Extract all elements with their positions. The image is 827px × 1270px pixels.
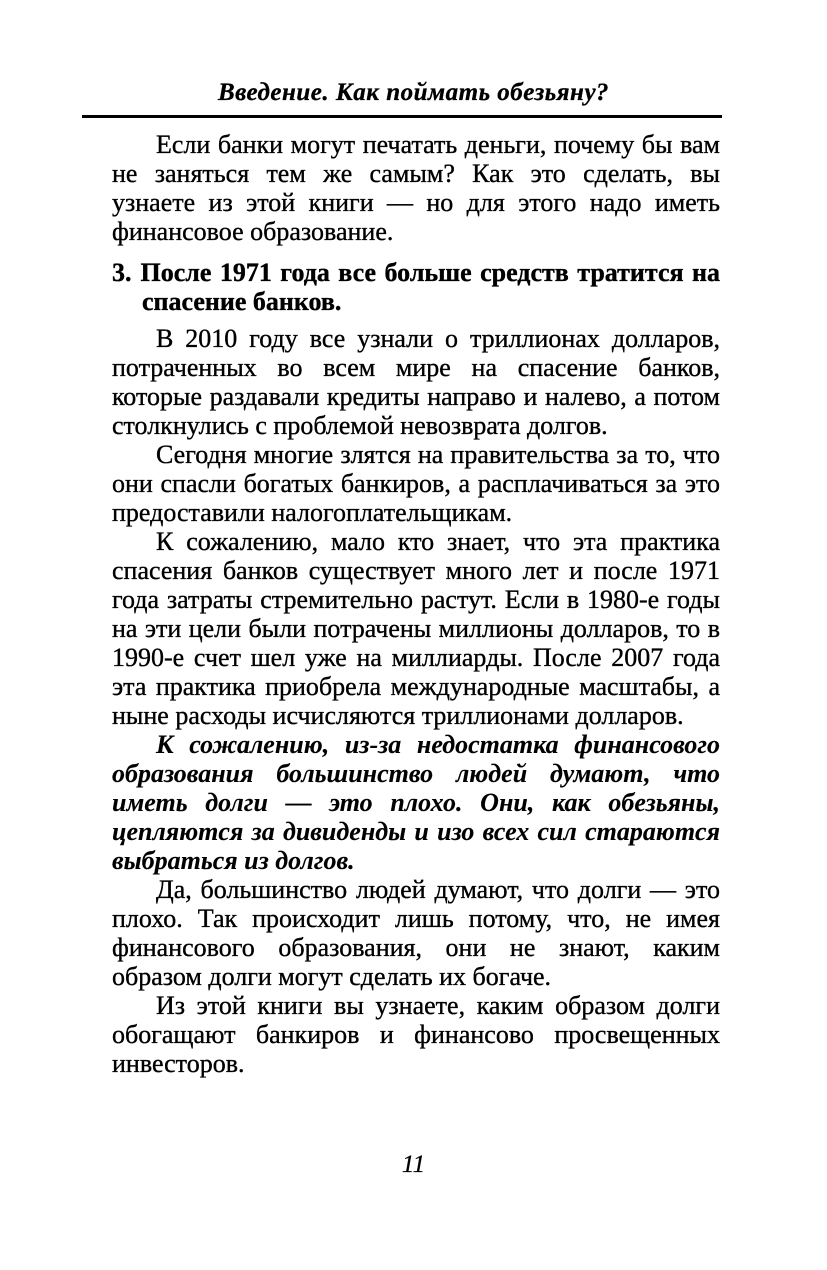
paragraph-italic-emphasis: К сожалению, из-за недостатка финансового образования большинство людей думают, что иметь долги — это плохо. Они, как обезьяны, цепляются за дивиденды и изо всех сил стараются выбраться из долгов. [112, 730, 720, 875]
paragraph-governments: Сегодня многие злятся на правительства за то, что они спасли богатых банкиров, а расплачиваться за это предоставили налогоплательщикам. [112, 440, 720, 527]
paragraph-bailout-history: К сожалению, мало кто знает, что эта практика спасения банков существует много лет и после 1971 года затраты стремительно растут. Если в 1980-е годы на эти цели были потрачены миллионы долларов, то в 1990-е счет шел уже на миллиарды. После 2007 года эта практика приобрела международные масштабы, а ныне расходы исчисляются триллионами долларов. [112, 527, 720, 730]
paragraph-2010: В 2010 году все узнали о триллионах долларов, потраченных во всем мире на спасение банков, которые раздавали кредиты направо и налево, а потом столкнулись с проблемой невозврата долгов. [112, 324, 720, 440]
section-title: После 1971 года все больше средств тратится на спасение банков. [140, 258, 720, 316]
paragraph-debt-opinion: Да, большинство людей думают, что долги — это плохо. Так происходит лишь потому, что, не имея финансового образования, они не знают, каким образом долги могут сделать их богаче. [112, 875, 720, 991]
running-header-title: Введение. Как поймать обезьяну? [217, 79, 610, 106]
page-number: 11 [401, 1151, 426, 1178]
section-heading [112, 258, 720, 316]
page-body [112, 130, 720, 1078]
header-rule [82, 115, 722, 118]
paragraph-book-promise: Из этой книги вы узнаете, каким образом долги обогащают банкиров и финансово просвещенных инвесторов. [112, 991, 720, 1078]
intro-paragraph: Если банки могут печатать деньги, почему бы вам не заняться тем же самым? Как это сделать, вы узнаете из этой книги — но для этого надо иметь финансовое образование. [112, 130, 720, 246]
section-number: 3. [112, 258, 132, 287]
